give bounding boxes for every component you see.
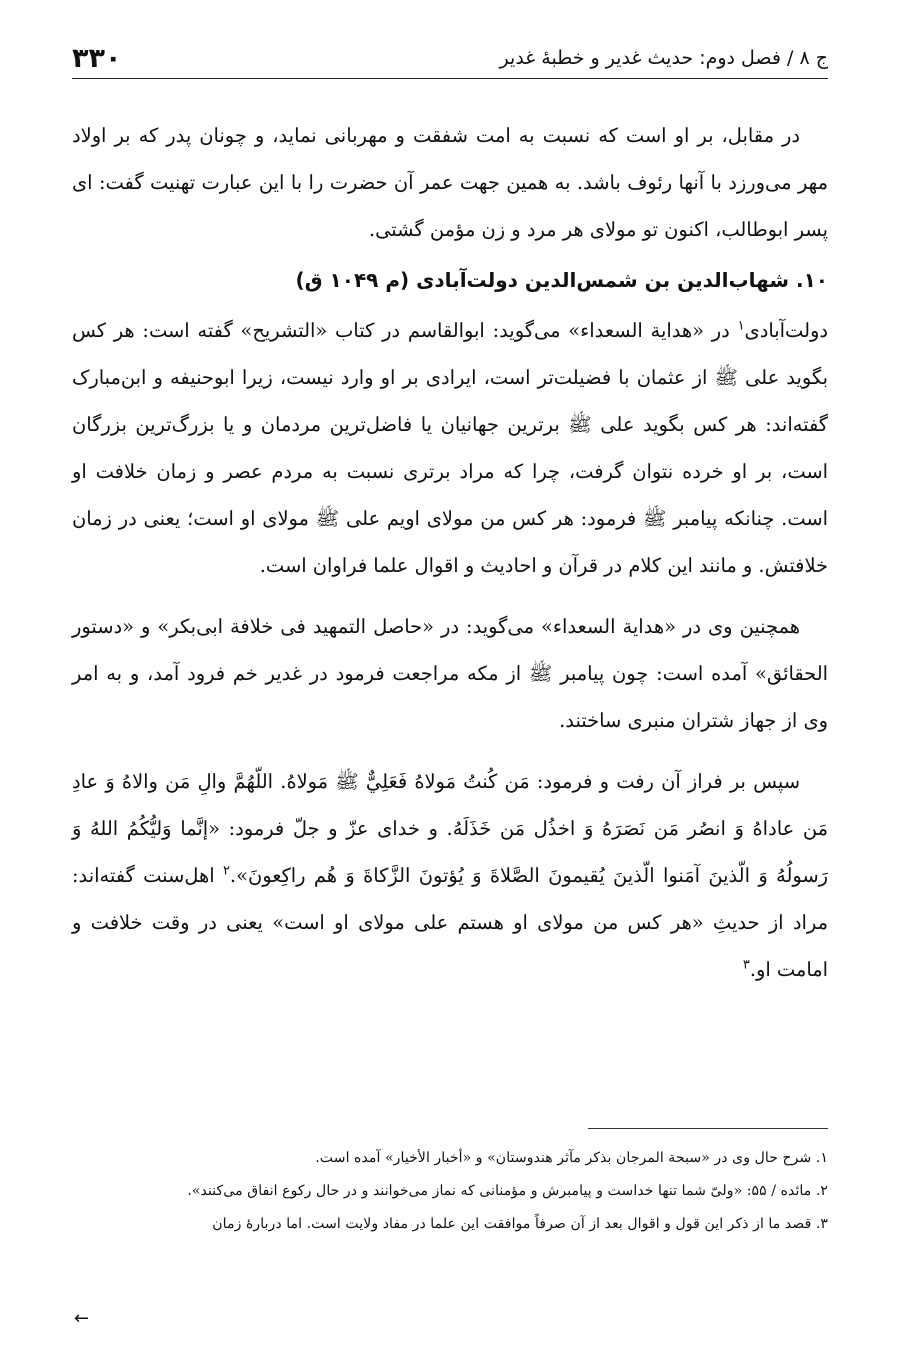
main-text: [72, 112, 828, 993]
footnote-ref-2[interactable]: ۲: [222, 863, 230, 879]
footnotes: [72, 1142, 828, 1241]
paragraph-2-rest: در «هدایة السعداء» می‌گوید: ابوالقاسم در کتاب «التشریح» گفته است: هر کس بگوید علی ﷺ از عثمان با فضیلت‌تر است، ایرادی بر او وارد نیست، زیرا ابوحنیفه و ابن‌مبارک گفته‌اند: هر کس بگوید علی ﷺ برترین جهانیان یا فاضل‌ترین مردمان و یا بزرگ‌ترین بزرگان است، بر او خرده نتوان گرفت، چرا که مراد برتری نسبت به مردم عصر و زمان خلافت او است. چنانکه پیامبر ﷺ فرمود: هر کس من مولای اویم علی ﷺ مولای او است؛ یعنی در زمان خلافتش. و مانند این کلام در قرآن و احادیث و اقوال علما فراوان است.: [72, 319, 828, 577]
footnote-ref-1[interactable]: ۱: [737, 318, 745, 334]
footnote-3: ۳. قصد ما از ذکر این قول و اقوال بعد از آن صرفاً موافقت این علما در مفاد ولایت است. اما دربارهٔ زمان: [212, 1216, 828, 1232]
running-title: ج ۸ / فصل دوم: حدیث غدیر و خطبهٔ غدیر: [499, 47, 828, 69]
paragraph-4-rest: اهل‌سنت گفته‌اند: مراد از حدیثِ «هر کس من مولای او هستم علی مولای او است» یعنی در وقت خلافت و امامت او.: [72, 864, 828, 981]
paragraph-2: [72, 307, 828, 589]
page-number: ۳۳۰: [72, 42, 122, 74]
paragraph-4: [72, 758, 828, 993]
paragraph-2-start: دولت‌آبادی: [744, 319, 828, 342]
footnote-2: ۲. مائده / ۵۵: «ولیّ شما تنها خداست و پیامبرش و مؤمنانی که نماز می‌خوانند و در حال رکوع انفاق می‌کنند».: [187, 1183, 828, 1199]
paragraph-1: در مقابل، بر او است که نسبت به امت شفقت و مهربانی نماید، و چونان پدر که بر اولاد مهر می‌ورزد با آنها رئوف باشد. به همین جهت عمر آن حضرت را با این عبارت تهنیت گفت: ای پسر ابوطالب، اکنون تو مولای هر مرد و زن مؤمن گشتی.: [72, 124, 828, 241]
footnote-1: ۱. شرح حال وی در «سبحة المرجان بذکر مآثر هندوستان» و «أخبار الأخیار» آمده است.: [315, 1150, 828, 1166]
footnote-divider: [588, 1128, 828, 1129]
paragraph-3: همچنین وی در «هدایة السعداء» می‌گوید: در «حاصل التمهید فی خلافة ابی‌بکر» و «دستور الحقائق» آمده است: چون پیامبر ﷺ از مکه مراجعت فرمود در غدیر خم فرود آمد، و به امر وی از جهاز شتران منبری ساختند.: [72, 615, 828, 732]
continued-arrow-icon: ←: [74, 1308, 90, 1329]
section-heading: ۱۰. شهاب‌الدین بن شمس‌الدین دولت‌آبادی (م ۱۰۴۹ ق): [295, 268, 828, 292]
footnote-ref-3[interactable]: ۳: [742, 957, 750, 973]
paragraph-4-start: سپس بر فراز آن رفت و فرمود: مَن كُنتُ مَولاهُ فَعَلِيٌّ ﷺ مَولاهُ. اللّهُمَّ والِ مَن والاهُ وَ عادِ مَن عاداهُ وَ انصُر مَن نَصَرَهُ وَ اخذُل مَن خَذَلَهُ. و خدای عزّ و جلّ فرمود: «إنَّما وَليُّكُمُ اللهُ وَ رَسولُهُ وَ الّذينَ آمَنوا الّذينَ يُقيمونَ الصَّلاةَ وَ يُؤتونَ الزَّكاةَ وَ هُم راكِعونَ».: [72, 770, 828, 887]
page-header: [72, 38, 828, 79]
